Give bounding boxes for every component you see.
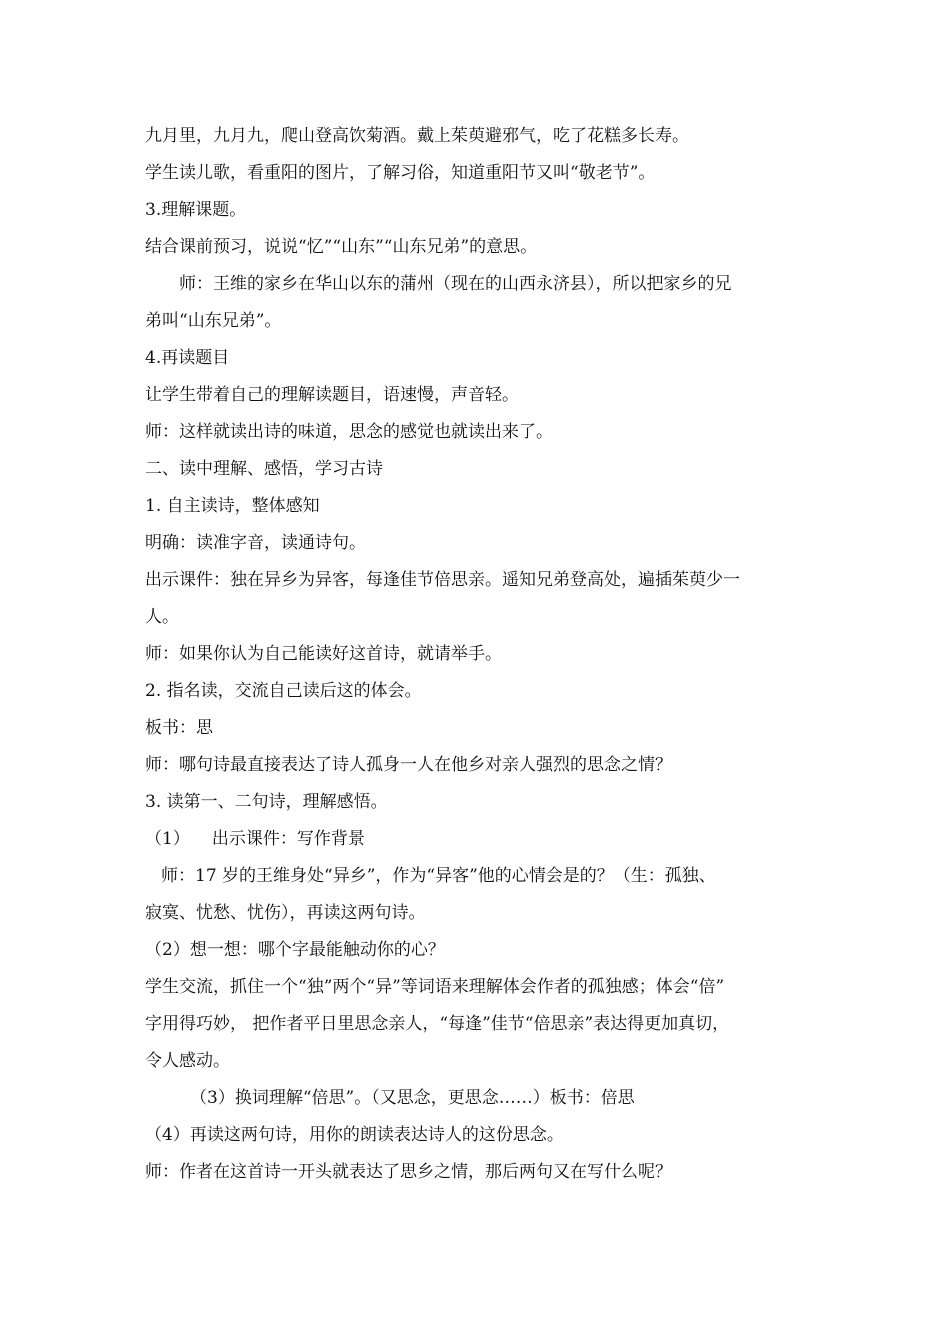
text-line: 师：作者在这首诗一开头就表达了思乡之情，那后两句又在写什么呢？ (145, 1162, 672, 1182)
text-line: 学生读儿歌，看重阳的图片，了解习俗，知道重阳节又叫“敬老节”。 (145, 163, 656, 183)
section-heading: 2. 指名读，交流自己读后这的体会。 (145, 681, 422, 701)
text-line: 令人感动。 (145, 1051, 230, 1071)
text-line: （4）再读这两句诗，用你的朗读表达诗人的这份思念。 (145, 1125, 564, 1145)
section-heading: 4.再读题目 (145, 348, 230, 368)
text-line: 师：哪句诗最直接表达了诗人孤身一人在他乡对亲人强烈的思念之情？ (145, 755, 672, 775)
text-line: 结合课前预习，说说“忆”“山东”“山东兄弟”的意思。 (145, 237, 538, 257)
document-body (145, 118, 810, 1191)
text-line: 出示课件：独在异乡为异客，每逢佳节倍思亲。遥知兄弟登高处，遍插茱萸少一 (145, 570, 740, 590)
text-line: 弟叫“山东兄弟”。 (145, 311, 282, 331)
text-line: 明确：读准字音，读通诗句。 (145, 533, 366, 553)
text-line: 板书：思 (145, 718, 213, 738)
text-line (145, 821, 810, 858)
text-segment: 出示课件：写作背景 (211, 829, 365, 849)
text-line: （2）想一想：哪个字最能触动你的心？ (145, 940, 445, 960)
text-line: 师：王维的家乡在华山以东的蒲州（现在的山西永济县），所以把家乡的兄 (179, 274, 732, 294)
list-marker: （1） (145, 829, 190, 849)
text-line: 字用得巧妙， 把作者平日里思念亲人，“每逢”佳节“倍思亲”表达得更加真切， (145, 1014, 730, 1034)
text-line: 学生交流，抓住一个“独”两个“异”等词语来理解体会作者的孤独感；体会“倍” (145, 977, 725, 997)
text-line: 人。 (145, 607, 179, 627)
section-heading: 3. 读第一、二句诗，理解感悟。 (145, 792, 388, 812)
section-heading: 1. 自主读诗，整体感知 (145, 496, 320, 516)
text-line: 师：这样就读出诗的味道，思念的感觉也就读出来了。 (145, 422, 553, 442)
text-line: 九月里，九月九，爬山登高饮菊酒。戴上茱萸避邪气，吃了花糕多长寿。 (145, 126, 689, 146)
text-line: 师：17 岁的王维身处“异乡”，作为“异客”他的心情会是的？（生：孤独、 (161, 866, 716, 886)
text-line: 让学生带着自己的理解读题目，语速慢，声音轻。 (145, 385, 519, 405)
text-line: 师：如果你认为自己能读好这首诗，就请举手。 (145, 644, 502, 664)
section-heading: 二、读中理解、感悟，学习古诗 (145, 459, 383, 479)
text-line: （3）换词理解“倍思”。（又思念，更思念……）板书：倍思 (190, 1088, 635, 1108)
section-heading: 3.理解课题。 (145, 200, 247, 220)
text-line: 寂寞、忧愁、忧伤），再读这两句诗。 (145, 903, 426, 923)
